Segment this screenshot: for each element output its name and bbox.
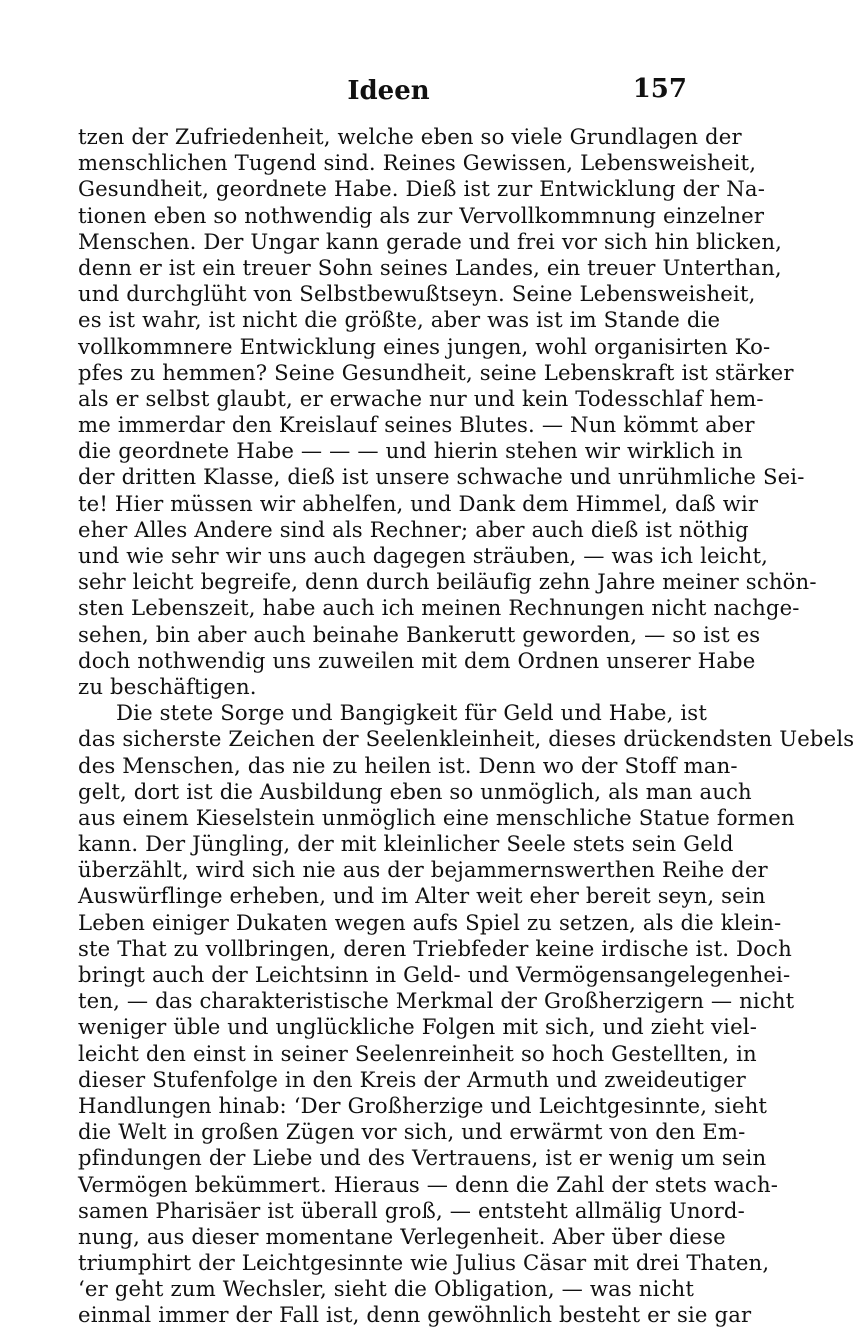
text-line: dieser Stufenfolge in den Kreis der Armuth und zweideutiger [78, 1066, 746, 1092]
text-line: pfindungen der Liebe und des Vertrauens, ist er wenig um sein [78, 1145, 767, 1171]
text-line: der dritten Klasse, dieß ist unsere schwache und unrühmliche Sei- [78, 464, 805, 490]
text-line: die Welt in großen Zügen vor sich, und erwärmt von den Em- [78, 1119, 746, 1145]
text-line: ‘er geht zum Wechsler, sieht die Obligation, — was nicht [78, 1276, 695, 1302]
text-line: Vermögen bekümmert. Hieraus — denn die Zahl der stets wach- [78, 1171, 779, 1197]
text-line: Menschen. Der Ungar kann gerade und frei vor sich hin blicken, [78, 228, 782, 254]
text-line: bringt auch der Leichtsinn in Geld- und Vermögensangelegenhei- [78, 962, 791, 987]
text-line: Handlungen hinab: ‘Der Großherzige und Leichtgesinnte, sieht [78, 1092, 768, 1118]
text-line: ten, — das charakteristische Merkmal der Großherzigern — nicht [78, 988, 795, 1014]
page-number: 157 [632, 74, 687, 104]
text-line: pfes zu hemmen? Seine Gesundheit, seine Lebenskraft ist stärker [78, 359, 794, 385]
text-line: aus einem Kieselstein unmöglich eine menschliche Statue formen [78, 804, 795, 830]
text-line: doch nothwendig uns zuweilen mit dem Ordnen unserer Habe [78, 647, 756, 673]
text-line: triumphirt der Leichtgesinnte wie Julius Cäsar mit drei Thaten, [78, 1250, 770, 1276]
text-line: sehen, bin aber auch beinahe Bankerutt geworden, — so ist es [78, 621, 761, 647]
text-line: samen Pharisäer ist überall groß, — entsteht allmälig Unord- [78, 1197, 745, 1223]
paragraph-end-line: zu beschäftigen. [78, 673, 257, 699]
text-line: kann. Der Jüngling, der mit kleinlicher Seele stets sein Geld [78, 831, 734, 857]
text-line: es ist wahr, ist nicht die größte, aber was ist im Stande die [78, 307, 721, 333]
text-line: denn er ist ein treuer Sohn seines Landes, ein treuer Unterthan, [78, 254, 782, 280]
text-line: sehr leicht begreife, denn durch beiläufig zehn Jahre meiner schön- [78, 569, 817, 595]
running-title: Ideen [347, 76, 430, 106]
text-line: Auswürflinge erheben, und im Alter weit eher bereit seyn, sein [78, 883, 766, 909]
text-line: sten Lebenszeit, habe auch ich meinen Rechnungen nicht nachge- [78, 595, 800, 621]
text-line: das sicherste Zeichen der Seelenkleinheit, dieses drückendsten Uebels [78, 726, 854, 752]
text-line: menschlichen Tugend sind. Reines Gewissen, Lebensweisheit, [78, 150, 757, 176]
text-line: und durchglüht von Selbstbewußtseyn. Seine Lebensweisheit, [78, 281, 756, 307]
text-line: leicht den einst in seiner Seelenreinheit so hoch Gestellten, in [78, 1040, 757, 1066]
text-line: als er selbst glaubt, er erwache nur und kein Todesschlaf hem- [78, 385, 764, 411]
text-line: weniger üble und unglückliche Folgen mit sich, und zieht viel- [78, 1014, 758, 1040]
text-line: ste That zu vollbringen, deren Triebfeder keine irdische ist. Doch [78, 935, 792, 961]
text-line: Gesundheit, geordnete Habe. Dieß ist zur Entwicklung der Na- [78, 176, 765, 202]
text-line: einmal immer der Fall ist, denn gewöhnlich besteht er sie gar [78, 1302, 752, 1328]
text-line: Leben einiger Dukaten wegen aufs Spiel zu setzen, als die klein- [78, 909, 782, 935]
text-line: nung, aus dieser momentane Verlegenheit. Aber über diese [78, 1223, 726, 1249]
text-line: die geordnete Habe — — — und hierin stehen wir wirklich in [78, 438, 743, 464]
text-line: überzählt, wird sich nie aus der bejammernswerthen Reihe der [78, 857, 768, 883]
text-line: vollkommnere Entwicklung eines jungen, wohl organisirten Ko- [78, 333, 771, 359]
text-line: des Menschen, das nie zu heilen ist. Denn wo der Stoff man- [78, 752, 738, 778]
text-line: me immerdar den Kreislauf seines Blutes. — Nun kömmt aber [78, 412, 755, 438]
text-line: gelt, dort ist die Ausbildung eben so unmöglich, als man auch [78, 778, 752, 804]
text-line: tzen der Zufriedenheit, welche eben so viele Grundlagen der [78, 124, 742, 149]
text-line: te! Hier müssen wir abhelfen, und Dank dem Himmel, daß wir [78, 490, 759, 516]
paragraph-start-line: Die stete Sorge und Bangigkeit für Geld und Habe, ist [116, 700, 707, 726]
text-line: eher Alles Andere sind als Rechner; aber auch dieß ist nöthig [78, 516, 749, 542]
text-line: tionen eben so nothwendig als zur Vervollkommnung einzelner [78, 202, 765, 228]
text-line: und wie sehr wir uns auch dagegen sträuben, — was ich leicht, [78, 543, 769, 568]
page-body-text [78, 124, 854, 1329]
running-header [90, 72, 687, 108]
